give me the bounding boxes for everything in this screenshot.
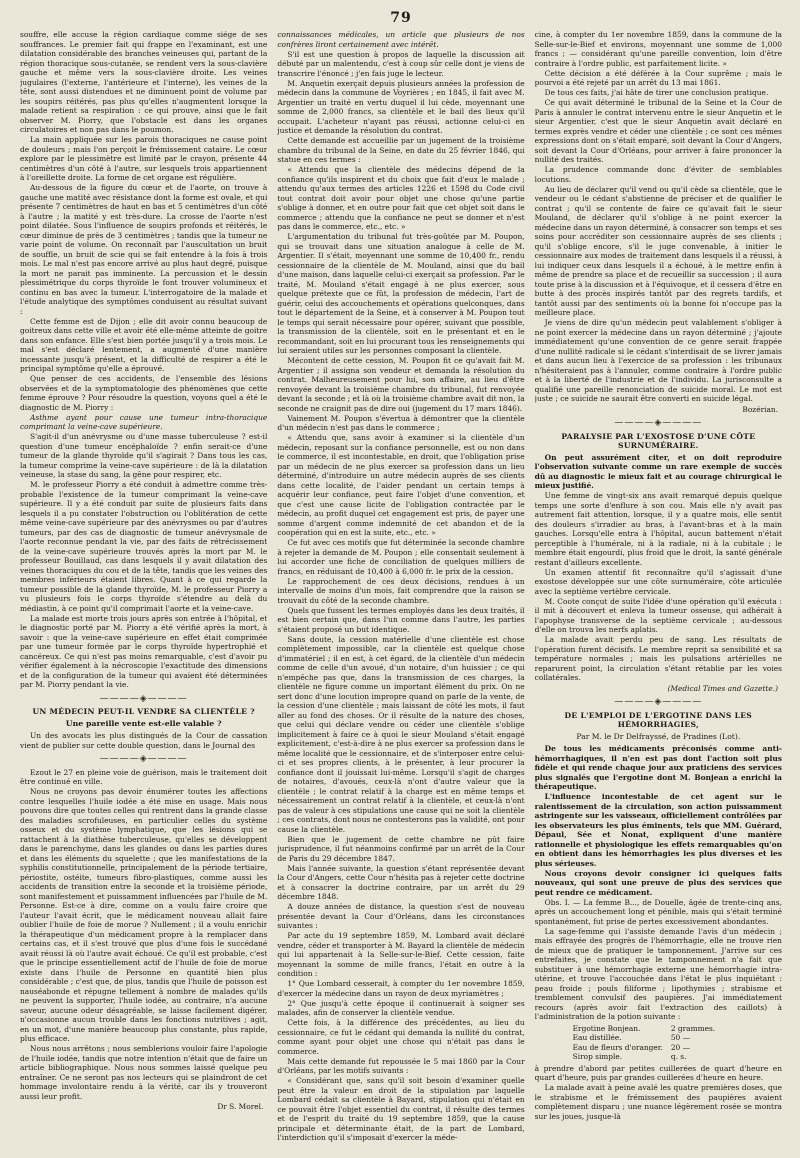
quoted-judgment: « Attendu que, sans avoir à examiner si la clientèle d'un médecin, reposant sur la confiance personnelle, est ou non dans le commerce, il est incontestable, en droit, que l'obligation prise par un médecin de ne plus exercer sa profession dans un lieu déterminé, d'introduire un autre médecin auprès de ses clients dans cette localité, de l'aider pendant un certain temps à acquérir leur confiance, peut faire l'objet d'une convention, et que c'est une cause licite de l'obligation contractée par le médecin, au profit duquel cet engagement est pris, de payer une somme d'argent comme indemnité de cet abandon et de la coopération qui en est la suite, etc., etc. » bbox=[277, 433, 525, 537]
article-subtitle: Une pareille vente est-elle valable ? bbox=[65, 718, 222, 728]
section-separator: ————◈———— bbox=[614, 697, 703, 707]
article-title: PARALYSIE PAR L'EXOSTOSE D'UNE CÔTE SURNUMÉRAIRE. bbox=[561, 431, 756, 450]
prescription-qty: 2 grammes. bbox=[670, 1023, 716, 1033]
prescription-qty: 20 — bbox=[670, 1042, 691, 1052]
section-separator: ————◈———— bbox=[99, 693, 188, 704]
paragraph: De tous les médicaments préconisés comme anti-hémorrhagiques, il n'en est pas dont l'action soit plus fidèle et qui rende chaque jour aux praticiens des services plus signalés que l'ergotine dont M. Bonjean a enrichi la thérapeutique. bbox=[534, 744, 782, 791]
text-columns bbox=[20, 30, 782, 1148]
paragraph: Nous nous arrêtons ; nous semblerions vouloir faire l'apologie de l'huile iodée, tandis que notre intention n'était que de faire un article bibliographique. Nous nous sommes laissé quelque peu entraîner. Ce ne seront pas nos lecteurs qui se plaindront de cet hommage involontaire rendu à la vérité, car ils y trouveront aussi leur profit. bbox=[20, 1044, 268, 1101]
source-citation: (Medical Times and Gazette.) bbox=[667, 683, 778, 693]
paragraph: Une femme de vingt-six ans avait remarqué depuis quelque temps une sorte d'enflure à son cou. Mais elle n'y avait pas autrement fait attention, lorsque, il y a quatre mois, elle sentit des douleurs s'irradier au bras, à l'avant-bras et à la main gauches. Lorsqu'elle entra à l'hôpital, aucun battement n'était perceptible à l'humérale, ni à la radiale, ni à la cubitale ; le membre était engourdi, plus froid que le droit, la santé générale restant d'ailleurs excellente. bbox=[534, 491, 782, 567]
paragraph: Un des avocats les plus distingués de la Cour de cassation vient de publier sur cette double question, dans le Journal des bbox=[20, 731, 268, 750]
article-title: UN MÉDECIN PEUT-IL VENDRE SA CLIENTÈLE ? bbox=[32, 707, 255, 716]
paragraph: M. le professeur Piorry a été conduit à admettre comme très-probable l'existence de la tumeur comprimant la veine-cave supérieure. Il y a été conduit par suite de plusieurs faits dans lesquels il a pu constater l'obstruction ou l'oblitération de cette même veine-cave supérieure par des anévrysmes ou par d'autres tumeurs, par des cas de diagnostic de tumeur anévrysmale de l'aorte reconnue pendant la vie, par des faits de rétrécissement de la veine-cave supérieure trouvés après la mort par M. le professeur Bouillaud, cas dans lesquels il y avait dilatation des veines thoraciques du cou et de la tête, tandis que les veines des membres inférieurs étaient libres. Quant à ce qui regarde la tumeur possible de la glande thyroïde, M. le professeur Piorry a vu plusieurs fois le corps thyroïde s'étendre au delà du médiastin, à ce point qu'il comprimait l'aorte et la veine-cave. bbox=[20, 480, 268, 613]
column-3 bbox=[535, 30, 782, 1148]
article-title: DE L'EMPLOI DE L'ERGOTINE DANS LES HÉMORRHAGIES, bbox=[564, 710, 753, 729]
column-2 bbox=[277, 30, 524, 1148]
signature: Bozérian. bbox=[742, 404, 778, 414]
prescription-item: Eau distillée. bbox=[572, 1033, 622, 1042]
paragraph: Mais l'année suivante, la question s'étant représentée devant la Cour d'Angers, cette Cour n'hésita pas à rejeter cette doctrine et à consacrer la doctrine contraire, par un arrêt du 29 décembre 1848. bbox=[277, 863, 525, 901]
paragraph: Bien que le jugement de cette chambre ne pût faire jurisprudence, il fut néanmoins confirmé par un arrêt de la Cour de Paris du 29 décembre 1847. bbox=[277, 834, 525, 863]
paragraph: Au-dessous de la figure du cœur et de l'aorte, on trouve à gauche une matité avec résistance dont la forme est ovale, et qui présente 7 centimètres de haut en bas et 5 centimètres d'un côté à l'autre ; la matité y est très-dure. La crosse de l'aorte n'est point dilatée. Sous l'influence de soupirs profonds et réitérés, le cœur diminue de près de 3 centimètres ; tandis que la tumeur ne varie point de volume. On reconnaît par l'auscultation un bruit de souffle, un bruit de scie qui se fait entendre à la fois à trois mois. Le mal n'est pas encore arrivé au plus haut degré, puisque la mort ne parait pas imminente. La percussion et le dessin plessimétrique du corps thyroïde le font trouver volumineux et continu en bas avec la tumeur. L'interrogatoire de la malade et l'étude analytique des symptômes conduisent au résultat suivant : bbox=[20, 183, 268, 316]
page-number: 79 bbox=[390, 10, 412, 26]
prescription-item: Ergotine Bonjean. bbox=[572, 1023, 641, 1033]
paragraph: La main appliquée sur les parois thoraciques ne cause point de douleurs ; mais l'on perçoit le frémissement cataire. Le cœur explore par le plessimètre est limité par le crayon, présente 44 centimètres d'un côté à l'autre, sur lesquels trois appartiennent à l'oreillette droite. La forme de cet organe est régulière. bbox=[20, 135, 268, 182]
paragraph: Quels que fussent les termes employés dans les deux traités, il est bien certain que, dans l'un comme dans l'autre, les parties s'étaient proposé un but identique. bbox=[277, 605, 525, 634]
paragraph: Un examen attentif fit reconnaître qu'il s'agissait d'une exostose développée sur une côte surnuméraire, côte articulée avec la septième vertèbre cervicale. bbox=[534, 567, 782, 596]
paragraph: Cette demande est accueillie par un jugement de la troisième chambre du tribunal de la Seine, en date du 25 février 1846, qui statue en ces termes : bbox=[277, 136, 525, 164]
paragraph: Sans doute, la cession matérielle d'une clientèle est chose complètement impossible, car la clientèle est quelque chose d'immatériel ; il en est, à cet égard, de la clientèle d'un médecin comme de celle d'un avoué, d'un notaire, d'un huissier ; ce qui n'empêche pas que, dans la transmission de ces charges, la clientèle ne figure comme un important élément du prix. On ne sert donc d'une locution impropre quand on parle de la vente, de la cession d'une clientèle ; mais laissant de côté les mots, il faut aller au fond des choses. Or il résulte de la nature des choses, que celui qui déclare vendre ou céder une clientèle s'oblige implicitement à faire ce à quoi le sieur Mouland s'était engagé explicitement, c'est-à-dire à ne plus exercer sa profession dans le même localité que le cessionnaire, et de s'interposer entre celui-ci et ses propres clients, à le présenter, à leur procurer la confiance dont il jouissait lui-même. Lorsqu'il s'agit de charges de notaires, d'avoués, ceux-là n'ont d'autre valeur que la clientèle ; le contrat relatif à la charge est en même temps et nécessairement un contrat relatif à la clientèle, et ceux-là n'ont pas de valeur à ces stipulations une cause qui ne soit la clientèle ; ces contrats, dont nous ne contesterons pas la validité, ont pour cause la clientèle. bbox=[277, 634, 525, 834]
paragraph: Mais cette demande fut repoussée le 5 mai 1860 par la Cour d'Orléans, par les motifs suivants : bbox=[277, 1056, 525, 1075]
paragraph: L'influence incontestable de cet agent sur le ralentissement de la circulation, son action puissamment astringente sur les vaisseaux, officiellement contrôlées par les observateurs les plus éminents, tels que MM. Guérard, Dépaul, Sée et Nonat, expliquent d'une manière rationnelle et physiologique les effets remarquables qu'on en obtient dans les hémorrhagies les plus diverses et les plus sérieuses. bbox=[534, 792, 782, 868]
paragraph: La malade avait à peine avalé les quatre premières doses, que le strabisme et le frémissement des paupières avaient complètement disparu ; une nuance légèrement rosée se montra sur les joues, jusque-là bbox=[534, 1083, 782, 1121]
paragraph: La malade avait perdu peu de sang. Les résultats de l'opération furent décisifs. Le membre reprit sa sensibilité et sa température normales ; mais les pulsations artérielles ne reparurent point, la circulation s'étant rétablie par les voies collatérales. bbox=[534, 635, 782, 682]
paragraph: De tous ces faits, j'ai hâte de tirer une conclusion pratique. bbox=[544, 88, 769, 97]
table-row bbox=[569, 1033, 719, 1043]
diagnosis: Asthme ayant pour cause une tumeur intra-thoracique comprimant la veine-cave supérieure. bbox=[20, 412, 268, 431]
prescription-qty: q. s. bbox=[670, 1052, 687, 1061]
paragraph: S'il est une question à propos de laquelle la discussion ait débuté par un malentendu, c'est à coup sûr celle dont je viens de transcrire l'énoncé ; j'en fais juge le lecteur. bbox=[277, 49, 525, 78]
table-row bbox=[569, 1024, 719, 1034]
paragraph: La prudence commande donc d'éviter de semblables locutions. bbox=[534, 165, 782, 184]
paragraph: Cette décision a été déférée à la Cour suprême ; mais le pourvoi a été rejeté par un arrêt du 13 mai 1861. bbox=[534, 68, 782, 87]
article-author: Par M. le Dr Delfrayssé, de Pradines (Lot). bbox=[576, 731, 741, 741]
paragraph: connaissances médicales, un article que plusieurs de nos confrères liront certainement avec intérêt. bbox=[277, 30, 525, 49]
paragraph: A douze années de distance, la question s'est de nouveau présentée devant la Cour d'Orléans, dans les circonstances suivantes : bbox=[277, 902, 525, 930]
paragraph: 2° Que jusqu'à cette époque il continuerait à soigner ses malades, afin de conserver la clientèle vendue. bbox=[277, 998, 525, 1017]
paragraph: M. Coote conçut de suite l'idée d'une opération qu'il exécuta : il mit à découvert et enleva la tumeur osseuse, qui adhérait à l'apophyse transverse de la septième cervicale ; au-dessous d'elle on trouva les nerfs aplatis. bbox=[534, 596, 782, 634]
quoted-judgment: « Attendu que la clientèle des médecins dépend de la confiance qu'ils inspirent et du choix que fait d'eux le malade ; attendu qu'aux termes des articles 1226 et 1598 du Code civil tout contrat doit avoir pour objet une chose qu'une partie s'oblige à donner, et en outre pour fait que cet objet soit dans le commerce ; attendu que la confiance ne peut se donner et n'est pas dans le commerce, etc., etc. » bbox=[277, 165, 525, 231]
paragraph: L'argumentation du tribunal fut très-goûtée par M. Poupon, qui se trouvait dans une situation analogue à celle de M. Argentier. Il s'était, moyennant une somme de 10,400 fr., rendu cessionnaire de la clientèle de M. Mouland, ainsi que du bail d'une maison, dans laquelle celui-ci exerçait sa profession. Par le traité, M. Mouland s'était engagé à ne plus exercer, sous quelque prétexte que ce fût, la profession de médecin, l'art de guérir, celui des accouchements et opérations quelconques, dans tout le département de la Seine, et à conserver à M. Poupon tout le temps qui serait nécessaire pour opérer, suivant que possible, la transmission de la clientèle, soit en le présentant et en le recommandant, soit en lui procurant tous les renseignements qui lui seraient utiles sur les personnes composant la clientèle. bbox=[277, 232, 525, 355]
paragraph: cine, à compter du 1er novembre 1859, dans la commune de la Selle-sur-le-Bief et environs, moyennant une somme de 1,000 francs ; — considérant qu'une pareille convention, loin d'être contraire à l'ordre public, est parfaitement licite. » bbox=[534, 30, 782, 68]
section-separator: ————◈———— bbox=[614, 418, 703, 428]
prescription-qty: 50 — bbox=[670, 1033, 691, 1042]
paragraph: Nous ne croyons pas devoir énumérer toutes les affections contre lesquelles l'huile iodée a été mise en usage. Mais nous pouvons dire que toutes celles qui rentrent dans la grande classe des maladies scrofuleuses, en particulier celles du système osseux et du système lymphatique, que les lésions qui se rattachent à la diathèse tuberculeuse, qu'elles se développent dans le parenchyme, dans les glandes ou dans les parties dures et dans les éléments du squelette ; que les manifestations de la syphilis constitutionnelle, principalement de la période tertiaire, périostite, ostéite, tumeurs fibro-plastiques, comme aussi les accidents de transition entre la seconde et la troisième période, sont manifestement et puissamment influencées par l'huile de M. Personne. Est-ce à dire, comme on a voulu faire croire que l'auteur l'avait écrit, que le médicament nouveau allait faire oublier l'huile de foie de morue ? Nullement ; il a voulu enrichir la thérapeutique d'un médicament propre à la remplacer dans certains cas, et il s'est trouvé que plus d'une fois le succédané avait réussi là où l'autre avait échoué. Ce qu'il est probable, c'est que le principe essentiellement actif de l'huile de foie de morue existe dans l'huile de Personne en quantité bien plus considérable ; c'est que, de plus, tandis que l'huile de poisson est nauséabonde et répugne tellement à nombre de malades qu'ils ne peuvent la supporter, l'huile iodée, au contraire, n'a aucune saveur, aucune odeur désagréable, se laisse facilement digérer, n'occasionne aucun trouble dans les fonctions nutritives ; agit, en un mot, d'une manière beaucoup plus constante, plus rapide, plus efficace. bbox=[20, 787, 268, 1043]
paragraph: Cette femme est de Dijon ; elle dit avoir connu beaucoup de goitreux dans cette ville et avoir été elle-même atteinte de goitre dans son enfance. Elle s'est bien portée jusqu'il y a trois mois. Le mal s'est déclaré lentement, a augmenté d'une manière incessante jusqu'à présent, et la difficulté de respirer a été le principal symptôme qu'elle a éprouvé. bbox=[20, 316, 268, 373]
paragraph: La sage-femme qui l'assiste demande l'avis d'un médecin ; mais effrayée des progrès de l'hémorrhagie, elle ne trouve rien de mieux que de pratiquer le tamponnement. J'arrive sur ces entrefaites, je constate que le tamponnement n'a fait que substituer à une hémorrhagie externe une hémorrhagie intra-utérine, et trouve l'accouchée dans l'état le plus inquiétant : peau froide ; pouls filiforme ; lipothymies ; strabisme et tremblement convulsif des paupières. J'ai immédiatement recours (après avoir fait l'extraction des caillots) à l'administration de la potion suivante : bbox=[534, 926, 782, 1021]
paragraph: Le rapprochement de ces deux décisions, rendues à un intervalle de moins d'un mois, fait comprendre que la raison se trouvait du côté de la seconde chambre. bbox=[277, 576, 525, 605]
table-row bbox=[569, 1052, 719, 1062]
paragraph: Ce qui avait déterminé le tribunal de la Seine et la Cour de Paris à annuler le contrat intervenu entre le sieur Anquetin et le sieur Argentier, c'est que le sieur Anquetin avait déclaré en termes exprès vendre et céder une clientèle ; ce sont ces mêmes expressions dont on s'était emparé, soit devant la Cour d'Angers, soit devant la Cour d'Orléans, pour arriver à faire prononcer la nullité des traités. bbox=[534, 98, 782, 164]
paragraph: Nous croyons devoir consigner ici quelques faits nouveaux, qui sont une preuve de plus des services que peut rendre ce médicament. bbox=[534, 868, 782, 897]
paragraph: Par acte du 19 septembre 1859, M. Lombard avait déclaré vendre, céder et transporter à M. Bayard la clientèle de médecin qui lui appartenait à la Selle-sur-le-Bief. Cette cession, faite moyennant la somme de mille francs, l'était en outre à la condition : bbox=[277, 931, 525, 978]
paragraph: Que penser de ces accidents, de l'ensemble des lésions observées et de la symptomatologie des phénomènes que cette femme éprouve ? Pour résoudre la question, voyons quel a été le diagnostic de M. Piorry : bbox=[20, 374, 268, 412]
prescription-table bbox=[569, 1024, 719, 1062]
paragraph: On peut assurément citer, et on doit reproduire l'observation suivante comme un rare exemple de succès dû au diagnostic le mieux fait et au courage chirurgical le mieux justifié. bbox=[534, 452, 782, 490]
paragraph: Obs. I. — La femme B..., de Douelle, âgée de trente-cinq ans, après un accouchement long et pénible, mais qui s'était terminé spontanément, fut prise de pertes excessivement abondantes. bbox=[534, 897, 782, 926]
quoted-judgment: « Considérant que, sans qu'il soit besoin d'examiner quelle peut être la valeur en droit de la stipulation par laquelle Lombard cédait sa clientèle à Bayard, stipulation qui n'était en ce pouvait être l'objet essentiel du contrat, il résulte des termes et de l'esprit du traité du 19 septembre 1859, que la cause principale et déterminante était, de la part de Lombard, l'interdiction qu'il s'imposait d'exercer la méde- bbox=[277, 1076, 525, 1142]
section-separator: ————◈———— bbox=[99, 754, 188, 764]
paragraph: S'agit-il d'un anévrysme ou d'une masse tuberculeuse ? est-il question d'une tumeur encéphaloïde ? enfin serait-ce d'une tumeur de la glande thyroïde qu'il s'agirait ? Dans tous les cas, la tumeur comprime la veine-cave supérieure : de là la dilatation veineuse, la stase du sang, la gêne pour respirer, etc. bbox=[20, 432, 268, 479]
signature: Dr S. Morel. bbox=[217, 1102, 264, 1111]
column-1 bbox=[20, 30, 267, 1148]
table-row bbox=[569, 1043, 719, 1053]
prescription-item: Eau de fleurs d'oranger. bbox=[572, 1042, 663, 1052]
prescription-item: Sirop simple. bbox=[572, 1052, 623, 1061]
paragraph: Ezout le 27 en pleine voie de guérison, mais le traitement doit être continué en ville. bbox=[20, 767, 268, 786]
paragraph: M. Anquetin exerçait depuis plusieurs années la profession de médecin dans la commune de Voyrières ; en 1845, il fait avec M. Argentier un traité en vertu duquel il lui cède, moyennant une somme de 2,000 francs, sa clientèle et le bail des lieux qu'il occupait. L'acheteur n'ayant pas réussi, actionne celui-ci en justice et demande la résolution du contrat. bbox=[277, 78, 525, 135]
paragraph: Mécontent de cette cession, M. Poupon fit ce qu'avait fait M. Argentier ; il assigna son vendeur et demanda la résolution du contrat. Malheureusement pour lui, son affaire, au lieu d'être renvoyée devant la troisième chambre du tribunal, fut renvoyée devant la seconde ; et là où la troisième chambre avait dit non, la seconde ne craignit pas de dire oui (jugement du 17 mars 1846). bbox=[277, 356, 525, 413]
paragraph: Cette fois, à la différence des précédentes, au lieu du cessionnaire, ce fut le cédant qui demanda la nullité du contrat, comme ayant pour objet une chose qui n'était pas dans le commerce. bbox=[277, 1018, 525, 1056]
paragraph: Ce fut avec ces motifs que fut déterminée la seconde chambre à rejeter la demande de M. Poupon ; elle consentait seulement à lui accorder une fiche de conciliation de quelques milliers de francs, en réduisant de 10,400 à 6,000 fr. le prix de la cession. bbox=[277, 538, 525, 576]
paragraph: 1° Que Lombard cesserait, à compter du 1er novembre 1859, d'exercer la médecine dans un rayon de deux myriamètres ; bbox=[277, 979, 525, 998]
paragraph: à prendre d'abord par petites cuillerées de quart d'heure en quart d'heure, puis par grandes cuillerées d'heure en heure. bbox=[534, 1063, 782, 1082]
paragraph: Au lieu de déclarer qu'il vend ou qu'il cède sa clientèle, que le vendeur ou le cédant s'abstienne de préciser et de qualifier le contrat ; qu'il se contente de faire ce qu'avait fait le sieur Mouland, de déclarer qu'il s'oblige à ne point exercer la médecine dans un rayon déterminé, à consacrer son temps et ses soins pour accréditer son cessionnaire auprès de ses clients ; qu'il s'oblige encore, s'il le juge convenable, à initier le cessionnaire aux modes de traitement dans lesquels il a réussi, à lui indiquer ceux dans lesquels il a échoué, à le mettre enfin à même de prendre sa place et de recueillir sa succession ; il aura toute prise à la discussion et à l'équivoque, et il cessera d'être en butte à des procès inspirés tantôt par des regrets tardifs, et tantôt aussi par des sentiments où la bonne foi n'occupe pas la meilleure place. bbox=[534, 184, 782, 317]
paragraph: Je viens de dire qu'un médecin peut valablement s'obliger à ne point exercer la médecine dans un rayon déterminé ; j'ajoute immédiatement qu'une convention de ce genre serait frappée d'une nullité radicale si le cédant s'interdisait de se livrer jamais et dans aucun lieu à l'exercice de sa profession : les tribunaux n'hésiteraient pas à l'annuler, comme contraire à l'ordre public et à la liberté de l'industrie et de l'individu. La jurisconsulte a qualifié une pareille renonciation de suicide moral. Le mot est juste ; ce suicide ne saurait être converti en suicide légal. bbox=[534, 318, 782, 403]
paragraph: Vainement M. Poupon s'évertua à démontrer que la clientèle d'un médecin n'est pas dans le commerce ; bbox=[277, 413, 525, 432]
paragraph: La malade est morte trois jours après son entrée à l'hôpital, et le diagnostic porté par M. Piorry a été vérifié après la mort, à savoir : que la veine-cave supérieure en effet était comprimée par une tumeur formée par le corps thyroïde hypertrophié et cancéreux. Ce qui n'est pas moins remarquable, c'est d'avoir pu vérifier également à la nécroscopie l'exactitude des dimensions et de la configuration de la tumeur qui avaient été déterminées par M. Piorry pendant la vie. bbox=[20, 613, 268, 689]
paragraph: souffre, elle accuse la région cardiaque comme siége de ses souffrances. Le premier fait qui frappe en l'examinant, est une dilatation considérable des branches veineuses qui, partant de la région thoracique sous-cutanée, se rendent vers la sous-clavière gauche et même vers la sous-clavière droite. Les veines jugulaires (l'externe, l'antérieure et l'interne), les veines de la tête, sont aussi distendues et ne diminuent point de volume par les soupirs réitérés, pas plus qu'elles n'augmentent lorsque la malade retient sa respiration : ce qui prouve, ainsi que le fait observer M. Piorry, que l'obstacle est dans les organes circulatoires et non pas dans le poumon. bbox=[20, 30, 268, 134]
